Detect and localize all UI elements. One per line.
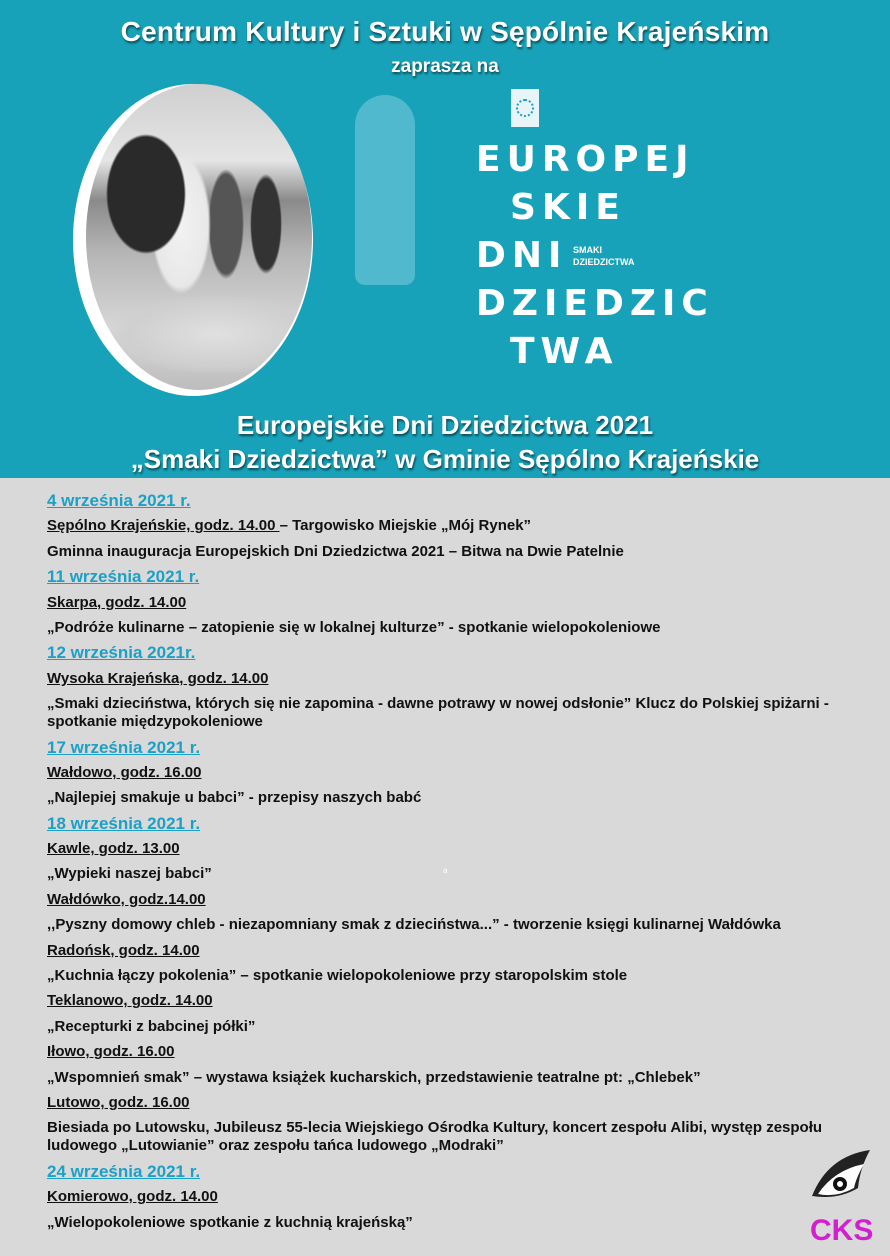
schedule-text: Radońsk, godz. 14.00 bbox=[47, 941, 200, 959]
schedule-place bbox=[47, 594, 877, 619]
schedule-description bbox=[47, 1214, 877, 1239]
schedule-description bbox=[47, 1018, 877, 1043]
eu-heritage-badge-icon bbox=[511, 89, 539, 127]
logo-sub-line: DZIEDZICTWA bbox=[573, 257, 635, 267]
schedule-description bbox=[47, 1119, 877, 1162]
schedule-text: 11 września 2021 r. bbox=[47, 567, 200, 587]
schedule-text: 17 września 2021 r. bbox=[47, 737, 201, 757]
schedule-text: Sępólno Krajeńskie, godz. 14.00 bbox=[47, 517, 280, 535]
schedule-date bbox=[47, 568, 877, 593]
schedule-text: ,,Pyszny domowy chleb - niezapomniany smak z dzieciństwa...” - tworzenie księgi kulinarnej Wałdówka bbox=[47, 916, 781, 934]
schedule-text: „Najlepiej smakuje u babci” - przepisy naszych babć bbox=[47, 789, 422, 807]
schedule-place bbox=[47, 1188, 877, 1213]
schedule-place bbox=[47, 992, 877, 1017]
schedule-text: Kawle, godz. 13.00 bbox=[47, 840, 180, 858]
schedule-text: 4 września 2021 r. bbox=[47, 491, 191, 510]
schedule-date bbox=[47, 1163, 877, 1188]
schedule-location-detail: – Targowisko Miejskie „Mój Rynek” bbox=[279, 517, 532, 535]
poster-header bbox=[0, 0, 890, 478]
ckis-logo bbox=[808, 1148, 878, 1248]
schedule-text: Gminna inauguracja Europejskich Dni Dziedzictwa 2021 – Bitwa na Dwie Patelnie bbox=[47, 542, 624, 560]
stray-mark: a bbox=[443, 866, 448, 875]
schedule-text: „Wypieki naszej babci” bbox=[47, 865, 212, 883]
schedule-place bbox=[47, 517, 877, 542]
schedule-description bbox=[47, 619, 877, 644]
schedule-place bbox=[47, 1043, 877, 1068]
schedule-list bbox=[47, 492, 877, 1239]
event-subtitle: „Smaki Dziedzictwa” w Gminie Sępólno Krajeńskie bbox=[130, 444, 760, 474]
logo-word: TWA bbox=[510, 331, 619, 372]
schedule-text: Wałdówko, godz.14.00 bbox=[47, 890, 206, 908]
schedule-text: Wysoka Krajeńska, godz. 14.00 bbox=[47, 669, 269, 687]
schedule-text: Wałdowo, godz. 16.00 bbox=[47, 763, 202, 781]
organizer-title: Centrum Kultury i Sztuki w Sępólnie Krajeńskim bbox=[120, 16, 770, 47]
schedule-text: 18 września 2021 r. bbox=[47, 813, 201, 833]
schedule-description bbox=[47, 543, 877, 568]
schedule-text: Lutowo, godz. 16.00 bbox=[47, 1093, 190, 1111]
schedule-description bbox=[47, 865, 877, 890]
schedule-text: „Wielopokoleniowe spotkanie z kuchnią krajeńską” bbox=[47, 1213, 413, 1231]
logo-word: SKIE bbox=[510, 187, 626, 228]
schedule-place bbox=[47, 764, 877, 789]
chef-figure-image bbox=[355, 95, 415, 285]
schedule-date bbox=[47, 492, 877, 517]
schedule-text: Komierowo, godz. 14.00 bbox=[47, 1188, 218, 1206]
schedule-text: „Kuchnia łączy pokolenia” – spotkanie wielopokoleniowe przy staropolskim stole bbox=[47, 967, 628, 985]
schedule-date bbox=[47, 739, 877, 764]
schedule-description bbox=[47, 695, 877, 738]
schedule-text: Biesiada po Lutowsku, Jubileusz 55-lecia Wiejskiego Ośrodka Kultury, koncert zespołu Alibi, występ zespołu ludowego „Lutowianie” oraz zespołu tańca ludowego „Modraki” bbox=[47, 1119, 823, 1155]
schedule-place bbox=[47, 891, 877, 916]
logo-word: DNI bbox=[476, 235, 568, 276]
logo-sub-line: SMAKI bbox=[573, 245, 602, 255]
schedule-text: „Wspomnień smak” – wystawa książek kucharskich, przedstawienie teatralne pt: „Chlebek” bbox=[47, 1068, 701, 1086]
schedule-description bbox=[47, 1069, 877, 1094]
schedule-text: Teklanowo, godz. 14.00 bbox=[47, 992, 213, 1010]
schedule-text: „Smaki dzieciństwa, których się nie zapomina - dawne potrawy w nowej odsłonie” Klucz do Polskiej spiżarni - spotkanie międzypokoleniowe bbox=[47, 695, 829, 731]
schedule-description bbox=[47, 967, 877, 992]
svg-text:CKS: CKS bbox=[810, 1214, 874, 1247]
schedule-text: 24 września 2021 r. bbox=[47, 1161, 201, 1181]
vintage-cooking-photo bbox=[86, 84, 312, 390]
schedule-date bbox=[47, 815, 877, 840]
schedule-description bbox=[47, 916, 877, 941]
logo-subtitle bbox=[573, 244, 635, 268]
schedule-text: Skarpa, godz. 14.00 bbox=[47, 593, 187, 611]
schedule-place bbox=[47, 840, 877, 865]
schedule-description bbox=[47, 789, 877, 814]
schedule-place bbox=[47, 670, 877, 695]
logo-word: DZIEDZIC bbox=[476, 283, 714, 324]
schedule-place bbox=[47, 942, 877, 967]
invite-text: zaprasza na bbox=[391, 56, 499, 77]
logo-word: EUROPEJ bbox=[476, 139, 695, 180]
schedule-place bbox=[47, 1094, 877, 1119]
schedule-text: „Recepturki z babcinej półki” bbox=[47, 1017, 256, 1035]
schedule-text: Iłowo, godz. 16.00 bbox=[47, 1043, 175, 1061]
event-title: Europejskie Dni Dziedzictwa 2021 bbox=[236, 410, 654, 440]
schedule-text: „Podróże kulinarne – zatopienie się w lokalnej kulturze” - spotkanie wielopokoleniowe bbox=[47, 618, 661, 636]
schedule-date bbox=[47, 644, 877, 669]
schedule-text: 12 września 2021r. bbox=[47, 643, 196, 663]
